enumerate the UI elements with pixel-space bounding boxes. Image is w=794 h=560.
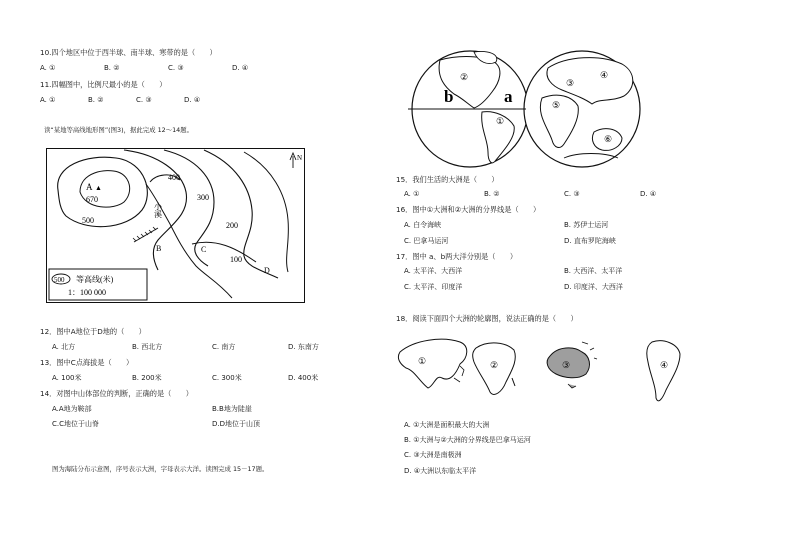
continent-num-5: ⑤: [552, 100, 561, 110]
q15-option-d[interactable]: D. ④: [640, 190, 657, 198]
map-contour-500: 500: [82, 216, 94, 225]
hemisphere-map: [408, 48, 644, 170]
map-label-d: D: [264, 266, 270, 275]
q11-option-a[interactable]: A. ①: [40, 96, 56, 104]
q14-option-d[interactable]: D.D地位于山顶: [212, 420, 261, 428]
ocean-label-b: b: [444, 87, 454, 106]
map-contour-300: 300: [197, 193, 209, 202]
q16-stem: 16．图中①大洲和②大洲的分界线是（ ）: [396, 205, 541, 214]
q10-option-a[interactable]: A. ①: [40, 64, 56, 72]
q12-option-b[interactable]: B. 西北方: [132, 343, 163, 351]
map-river-label: 小溪: [153, 202, 163, 218]
q14-stem: 14．对图中山体部位的判断，正确的是（ ）: [40, 389, 193, 398]
q14-option-c[interactable]: C.C地位于山脊: [52, 420, 100, 428]
q10-option-b[interactable]: B. ②: [104, 64, 120, 72]
q12-option-d[interactable]: D. 东南方: [288, 343, 319, 351]
outline-num-2: ②: [490, 360, 499, 370]
map-scale: 1：100 000: [68, 288, 106, 297]
q15-option-c[interactable]: C. ③: [564, 190, 580, 198]
q15-stem: 15．我们生活的大洲是（ ）: [396, 175, 499, 184]
section-intro-12-14: 读“某地等高线地形图”(图3)，据此完成 12～14题。: [44, 126, 193, 134]
q14-option-a[interactable]: A.A地为鞍部: [52, 405, 92, 413]
q18-stem: 18．阅读下面四个大洲的轮廓图，说法正确的是（ ）: [396, 314, 578, 323]
q17-option-a[interactable]: A. 太平洋、大西洋: [404, 267, 463, 275]
q13-option-b[interactable]: B. 200米: [132, 374, 162, 382]
q10-option-d[interactable]: D. ④: [232, 64, 249, 72]
outline-num-3: ③: [562, 360, 571, 370]
q18-option-c[interactable]: C. ③大洲是南极洲: [404, 451, 462, 459]
map-contour-200: 200: [226, 221, 238, 230]
legend-contour-sample: 500: [54, 276, 65, 284]
continent-num-1: ①: [496, 116, 505, 126]
peak-icon: ▲: [95, 184, 102, 192]
q10-option-c[interactable]: C. ③: [168, 64, 184, 72]
continent-num-3: ③: [566, 78, 575, 88]
q11-option-c[interactable]: C. ③: [136, 96, 152, 104]
legend-label: 等高线(米): [76, 275, 114, 284]
q15-option-b[interactable]: B. ②: [484, 190, 500, 198]
q17-option-c[interactable]: C. 太平洋、印度洋: [404, 283, 463, 291]
q16-option-c[interactable]: C. 巴拿马运河: [404, 237, 449, 245]
map-contour-400: 400: [168, 173, 180, 182]
q16-option-b[interactable]: B. 苏伊士运河: [564, 221, 609, 229]
q11-option-b[interactable]: B. ②: [88, 96, 104, 104]
outline-num-1: ①: [418, 356, 427, 366]
map-elevation-670: 670: [86, 195, 98, 204]
map-label-b: B: [156, 244, 162, 253]
q13-stem: 13．图中C点海拔是（ ）: [40, 358, 134, 367]
q13-option-d[interactable]: D. 400米: [288, 374, 319, 382]
q16-option-d[interactable]: D. 直布罗陀海峡: [564, 237, 616, 245]
q13-option-a[interactable]: A. 100米: [52, 374, 82, 382]
q17-stem: 17．图中 a、b两大洋分别是（ ）: [396, 252, 518, 261]
q17-option-b[interactable]: B. 大西洋、太平洋: [564, 267, 623, 275]
q18-option-d[interactable]: D. ④大洲以东临太平洋: [404, 467, 477, 475]
continent-num-6: ⑥: [604, 134, 613, 144]
q16-option-a[interactable]: A. 白令海峡: [404, 221, 442, 229]
q11-stem: 11.四幅图中，比例尺最小的是（ ）: [40, 80, 167, 89]
map-label-a: A: [86, 182, 93, 192]
map-label-c: C: [201, 245, 207, 254]
q18-option-b[interactable]: B. ①大洲与②大洲的分界线是巴拿马运河: [404, 436, 531, 444]
q10-stem: 10.四个地区中位于西半球、南半球、寒带的是（ ）: [40, 48, 217, 57]
contour-map: [46, 148, 305, 303]
q12-option-a[interactable]: A. 北方: [52, 343, 76, 351]
outline-num-4: ④: [660, 360, 669, 370]
q12-option-c[interactable]: C. 南方: [212, 343, 236, 351]
continent-num-4: ④: [600, 70, 609, 80]
q18-option-a[interactable]: A. ①大洲是面积最大的大洲: [404, 421, 490, 429]
q17-option-d[interactable]: D. 印度洋、大西洋: [564, 283, 623, 291]
section-intro-15-17: 图为海陆分布示意图，序号表示大洲，字母表示大洋。读图完成 15－17题。: [52, 465, 269, 473]
q15-option-a[interactable]: A. ①: [404, 190, 420, 198]
north-icon: N: [297, 154, 303, 162]
continent-num-2: ②: [460, 72, 469, 82]
q12-stem: 12．图中A地位于D地的（ ）: [40, 327, 146, 336]
ocean-label-a: a: [504, 87, 513, 106]
map-contour-100: 100: [230, 255, 242, 264]
q14-option-b[interactable]: B.B地为陡崖: [212, 405, 252, 413]
q13-option-c[interactable]: C. 300米: [212, 374, 242, 382]
q11-option-d[interactable]: D. ④: [184, 96, 201, 104]
continent-outlines: [394, 330, 714, 410]
